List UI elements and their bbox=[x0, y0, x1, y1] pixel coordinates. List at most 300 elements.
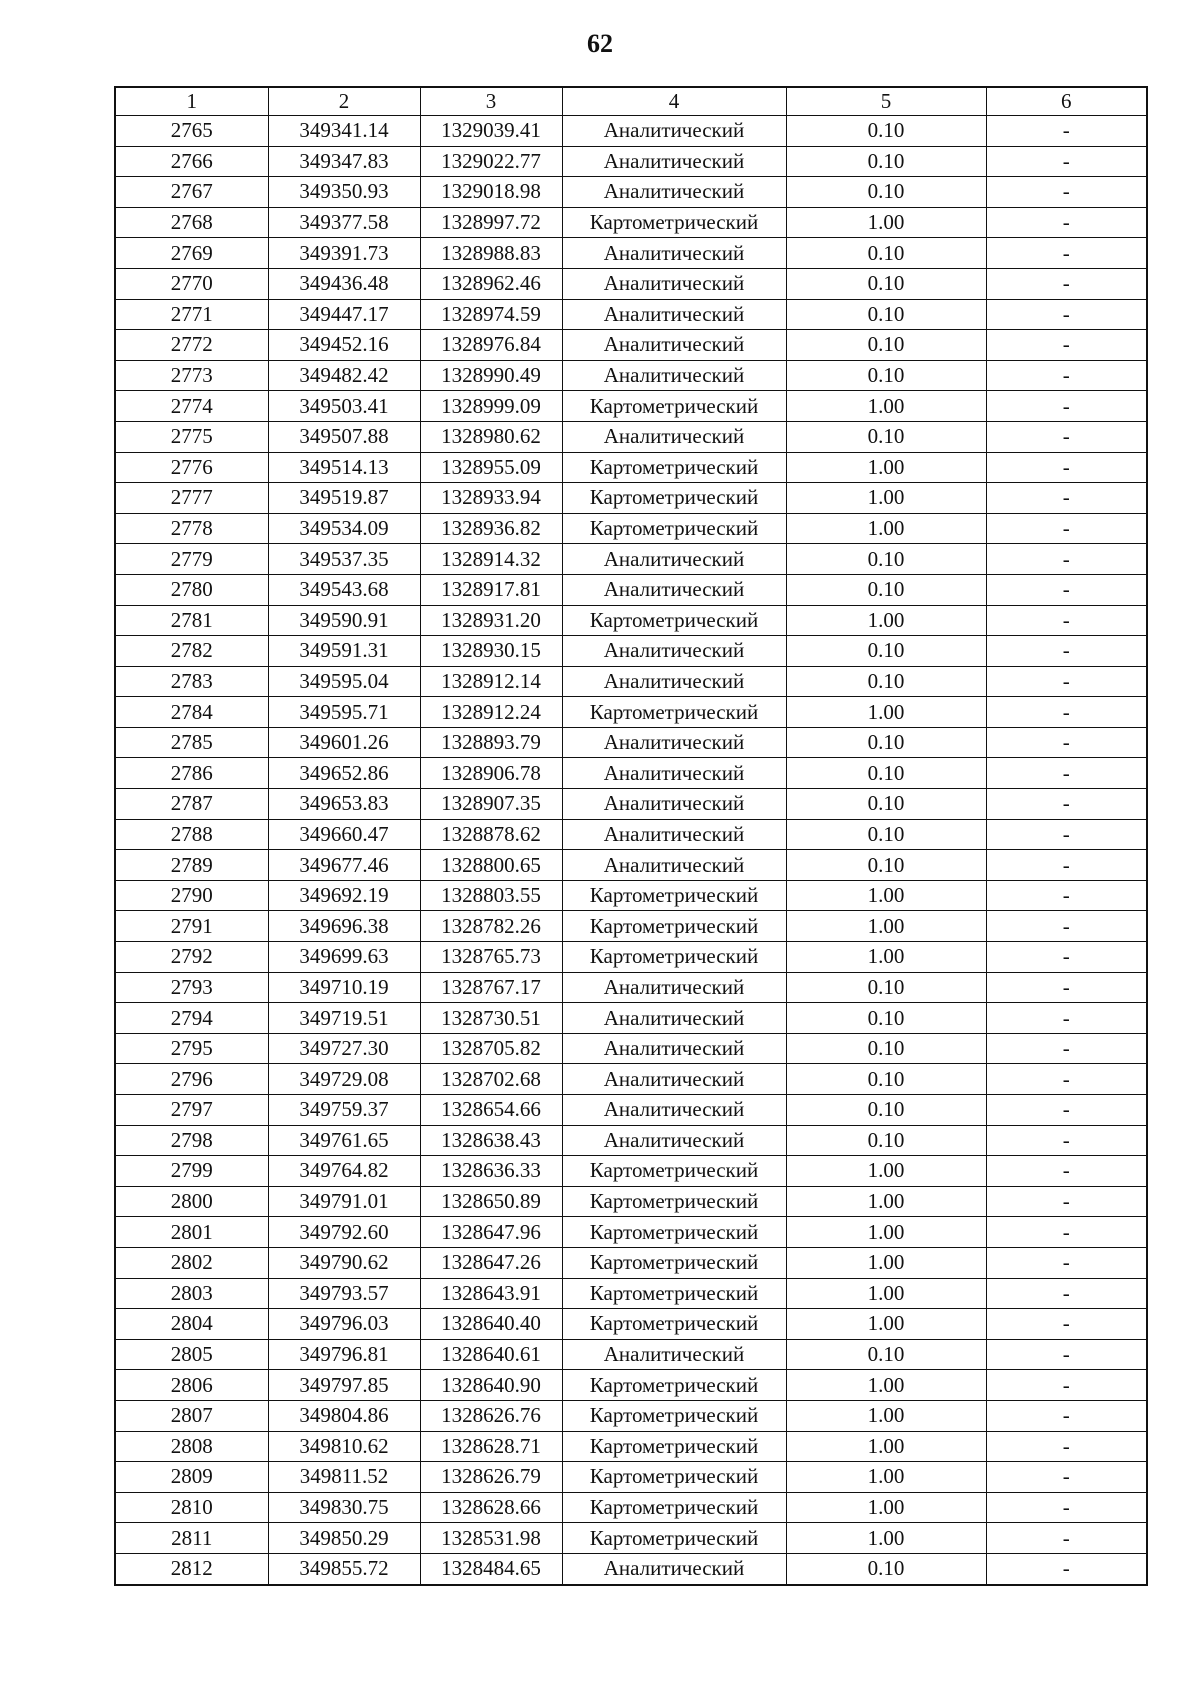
method-cell: Аналитический bbox=[562, 636, 786, 667]
method-cell: Картометрический bbox=[562, 207, 786, 238]
table-row bbox=[115, 421, 1147, 452]
header-row bbox=[115, 87, 1147, 116]
table-row bbox=[115, 177, 1147, 208]
method-cell: Картометрический bbox=[562, 942, 786, 973]
x-coordinate-cell: 349595.04 bbox=[268, 666, 420, 697]
x-coordinate-cell: 349436.48 bbox=[268, 268, 420, 299]
accuracy-cell: 0.10 bbox=[786, 636, 986, 667]
x-coordinate-cell: 349543.68 bbox=[268, 574, 420, 605]
point-number-cell: 2802 bbox=[115, 1247, 268, 1278]
accuracy-cell: 1.00 bbox=[786, 1431, 986, 1462]
point-number-cell: 2781 bbox=[115, 605, 268, 636]
method-cell: Картометрический bbox=[562, 1523, 786, 1554]
x-coordinate-cell: 349790.62 bbox=[268, 1247, 420, 1278]
table-row bbox=[115, 574, 1147, 605]
accuracy-cell: 1.00 bbox=[786, 1156, 986, 1187]
table-row bbox=[115, 942, 1147, 973]
y-coordinate-cell: 1328643.91 bbox=[420, 1278, 562, 1309]
method-cell: Аналитический bbox=[562, 972, 786, 1003]
y-coordinate-cell: 1328767.17 bbox=[420, 972, 562, 1003]
x-coordinate-cell: 349653.83 bbox=[268, 789, 420, 820]
table-row bbox=[115, 1095, 1147, 1126]
x-coordinate-cell: 349677.46 bbox=[268, 850, 420, 881]
method-cell: Аналитический bbox=[562, 238, 786, 269]
note-cell: - bbox=[986, 1370, 1147, 1401]
y-coordinate-cell: 1328962.46 bbox=[420, 268, 562, 299]
point-number-cell: 2797 bbox=[115, 1095, 268, 1126]
point-number-cell: 2800 bbox=[115, 1186, 268, 1217]
y-coordinate-cell: 1328955.09 bbox=[420, 452, 562, 483]
method-cell: Картометрический bbox=[562, 1186, 786, 1217]
accuracy-cell: 1.00 bbox=[786, 1217, 986, 1248]
x-coordinate-cell: 349797.85 bbox=[268, 1370, 420, 1401]
table-row bbox=[115, 513, 1147, 544]
method-cell: Аналитический bbox=[562, 727, 786, 758]
accuracy-cell: 1.00 bbox=[786, 513, 986, 544]
point-number-cell: 2777 bbox=[115, 483, 268, 514]
point-number-cell: 2766 bbox=[115, 146, 268, 177]
note-cell: - bbox=[986, 636, 1147, 667]
table-row bbox=[115, 1064, 1147, 1095]
y-coordinate-cell: 1328930.15 bbox=[420, 636, 562, 667]
method-cell: Аналитический bbox=[562, 1095, 786, 1126]
x-coordinate-cell: 349761.65 bbox=[268, 1125, 420, 1156]
accuracy-cell: 0.10 bbox=[786, 268, 986, 299]
point-number-cell: 2795 bbox=[115, 1033, 268, 1064]
method-cell: Картометрический bbox=[562, 1431, 786, 1462]
method-cell: Картометрический bbox=[562, 513, 786, 544]
note-cell: - bbox=[986, 1095, 1147, 1126]
y-coordinate-cell: 1328907.35 bbox=[420, 789, 562, 820]
point-number-cell: 2811 bbox=[115, 1523, 268, 1554]
y-coordinate-cell: 1328647.96 bbox=[420, 1217, 562, 1248]
note-cell: - bbox=[986, 1462, 1147, 1493]
accuracy-cell: 1.00 bbox=[786, 452, 986, 483]
method-cell: Аналитический bbox=[562, 789, 786, 820]
point-number-cell: 2783 bbox=[115, 666, 268, 697]
method-cell: Картометрический bbox=[562, 1309, 786, 1340]
note-cell: - bbox=[986, 1247, 1147, 1278]
point-number-cell: 2794 bbox=[115, 1003, 268, 1034]
table-row bbox=[115, 483, 1147, 514]
method-cell: Картометрический bbox=[562, 391, 786, 422]
table-row bbox=[115, 1217, 1147, 1248]
y-coordinate-cell: 1328640.61 bbox=[420, 1339, 562, 1370]
method-cell: Аналитический bbox=[562, 421, 786, 452]
method-cell: Аналитический bbox=[562, 146, 786, 177]
y-coordinate-cell: 1328990.49 bbox=[420, 360, 562, 391]
method-cell: Аналитический bbox=[562, 1003, 786, 1034]
accuracy-cell: 1.00 bbox=[786, 1492, 986, 1523]
point-number-cell: 2798 bbox=[115, 1125, 268, 1156]
x-coordinate-cell: 349796.81 bbox=[268, 1339, 420, 1370]
note-cell: - bbox=[986, 513, 1147, 544]
table-body bbox=[115, 116, 1147, 1585]
accuracy-cell: 0.10 bbox=[786, 819, 986, 850]
table-row bbox=[115, 1309, 1147, 1340]
y-coordinate-cell: 1328999.09 bbox=[420, 391, 562, 422]
accuracy-cell: 0.10 bbox=[786, 1553, 986, 1584]
note-cell: - bbox=[986, 1523, 1147, 1554]
column-header: 2 bbox=[268, 87, 420, 116]
method-cell: Картометрический bbox=[562, 1370, 786, 1401]
accuracy-cell: 0.10 bbox=[786, 544, 986, 575]
point-number-cell: 2809 bbox=[115, 1462, 268, 1493]
table-row bbox=[115, 299, 1147, 330]
x-coordinate-cell: 349699.63 bbox=[268, 942, 420, 973]
point-number-cell: 2770 bbox=[115, 268, 268, 299]
accuracy-cell: 0.10 bbox=[786, 177, 986, 208]
x-coordinate-cell: 349377.58 bbox=[268, 207, 420, 238]
accuracy-cell: 1.00 bbox=[786, 1370, 986, 1401]
accuracy-cell: 1.00 bbox=[786, 1400, 986, 1431]
x-coordinate-cell: 349534.09 bbox=[268, 513, 420, 544]
note-cell: - bbox=[986, 697, 1147, 728]
method-cell: Аналитический bbox=[562, 850, 786, 881]
x-coordinate-cell: 349447.17 bbox=[268, 299, 420, 330]
method-cell: Аналитический bbox=[562, 819, 786, 850]
accuracy-cell: 1.00 bbox=[786, 1309, 986, 1340]
method-cell: Аналитический bbox=[562, 116, 786, 147]
note-cell: - bbox=[986, 1156, 1147, 1187]
x-coordinate-cell: 349692.19 bbox=[268, 880, 420, 911]
accuracy-cell: 0.10 bbox=[786, 666, 986, 697]
note-cell: - bbox=[986, 116, 1147, 147]
x-coordinate-cell: 349601.26 bbox=[268, 727, 420, 758]
accuracy-cell: 0.10 bbox=[786, 758, 986, 789]
method-cell: Аналитический bbox=[562, 758, 786, 789]
accuracy-cell: 0.10 bbox=[786, 789, 986, 820]
method-cell: Аналитический bbox=[562, 1064, 786, 1095]
point-number-cell: 2779 bbox=[115, 544, 268, 575]
method-cell: Картометрический bbox=[562, 1492, 786, 1523]
point-number-cell: 2788 bbox=[115, 819, 268, 850]
accuracy-cell: 0.10 bbox=[786, 972, 986, 1003]
accuracy-cell: 0.10 bbox=[786, 1033, 986, 1064]
method-cell: Аналитический bbox=[562, 1553, 786, 1584]
table-row bbox=[115, 1370, 1147, 1401]
y-coordinate-cell: 1328931.20 bbox=[420, 605, 562, 636]
table-row bbox=[115, 1033, 1147, 1064]
accuracy-cell: 0.10 bbox=[786, 1125, 986, 1156]
table-row bbox=[115, 1125, 1147, 1156]
point-number-cell: 2805 bbox=[115, 1339, 268, 1370]
accuracy-cell: 0.10 bbox=[786, 116, 986, 147]
x-coordinate-cell: 349347.83 bbox=[268, 146, 420, 177]
note-cell: - bbox=[986, 1003, 1147, 1034]
accuracy-cell: 0.10 bbox=[786, 727, 986, 758]
y-coordinate-cell: 1328640.40 bbox=[420, 1309, 562, 1340]
accuracy-cell: 1.00 bbox=[786, 911, 986, 942]
y-coordinate-cell: 1328626.76 bbox=[420, 1400, 562, 1431]
column-header: 3 bbox=[420, 87, 562, 116]
note-cell: - bbox=[986, 299, 1147, 330]
note-cell: - bbox=[986, 1492, 1147, 1523]
note-cell: - bbox=[986, 146, 1147, 177]
method-cell: Картометрический bbox=[562, 911, 786, 942]
x-coordinate-cell: 349590.91 bbox=[268, 605, 420, 636]
y-coordinate-cell: 1328730.51 bbox=[420, 1003, 562, 1034]
note-cell: - bbox=[986, 238, 1147, 269]
point-number-cell: 2767 bbox=[115, 177, 268, 208]
accuracy-cell: 0.10 bbox=[786, 360, 986, 391]
table-row bbox=[115, 1523, 1147, 1554]
point-number-cell: 2773 bbox=[115, 360, 268, 391]
table-row bbox=[115, 911, 1147, 942]
note-cell: - bbox=[986, 1553, 1147, 1584]
accuracy-cell: 1.00 bbox=[786, 1186, 986, 1217]
x-coordinate-cell: 349350.93 bbox=[268, 177, 420, 208]
x-coordinate-cell: 349452.16 bbox=[268, 330, 420, 361]
x-coordinate-cell: 349855.72 bbox=[268, 1553, 420, 1584]
y-coordinate-cell: 1329018.98 bbox=[420, 177, 562, 208]
method-cell: Картометрический bbox=[562, 1217, 786, 1248]
page-number: 62 bbox=[587, 29, 613, 58]
table-row bbox=[115, 1186, 1147, 1217]
point-number-cell: 2799 bbox=[115, 1156, 268, 1187]
column-header: 5 bbox=[786, 87, 986, 116]
note-cell: - bbox=[986, 1186, 1147, 1217]
method-cell: Аналитический bbox=[562, 1125, 786, 1156]
point-number-cell: 2778 bbox=[115, 513, 268, 544]
x-coordinate-cell: 349830.75 bbox=[268, 1492, 420, 1523]
x-coordinate-cell: 349652.86 bbox=[268, 758, 420, 789]
point-number-cell: 2768 bbox=[115, 207, 268, 238]
x-coordinate-cell: 349537.35 bbox=[268, 544, 420, 575]
x-coordinate-cell: 349793.57 bbox=[268, 1278, 420, 1309]
accuracy-cell: 1.00 bbox=[786, 942, 986, 973]
table-row bbox=[115, 636, 1147, 667]
x-coordinate-cell: 349810.62 bbox=[268, 1431, 420, 1462]
point-number-cell: 2780 bbox=[115, 574, 268, 605]
accuracy-cell: 0.10 bbox=[786, 146, 986, 177]
y-coordinate-cell: 1328803.55 bbox=[420, 880, 562, 911]
accuracy-cell: 0.10 bbox=[786, 330, 986, 361]
y-coordinate-cell: 1328782.26 bbox=[420, 911, 562, 942]
method-cell: Картометрический bbox=[562, 1462, 786, 1493]
accuracy-cell: 0.10 bbox=[786, 850, 986, 881]
y-coordinate-cell: 1328800.65 bbox=[420, 850, 562, 881]
x-coordinate-cell: 349482.42 bbox=[268, 360, 420, 391]
column-header: 4 bbox=[562, 87, 786, 116]
method-cell: Аналитический bbox=[562, 544, 786, 575]
x-coordinate-cell: 349391.73 bbox=[268, 238, 420, 269]
method-cell: Аналитический bbox=[562, 1033, 786, 1064]
point-number-cell: 2772 bbox=[115, 330, 268, 361]
point-number-cell: 2769 bbox=[115, 238, 268, 269]
note-cell: - bbox=[986, 789, 1147, 820]
method-cell: Картометрический bbox=[562, 1400, 786, 1431]
note-cell: - bbox=[986, 850, 1147, 881]
method-cell: Картометрический bbox=[562, 483, 786, 514]
note-cell: - bbox=[986, 727, 1147, 758]
accuracy-cell: 0.10 bbox=[786, 421, 986, 452]
x-coordinate-cell: 349759.37 bbox=[268, 1095, 420, 1126]
table-row bbox=[115, 360, 1147, 391]
point-number-cell: 2785 bbox=[115, 727, 268, 758]
point-number-cell: 2792 bbox=[115, 942, 268, 973]
point-number-cell: 2796 bbox=[115, 1064, 268, 1095]
note-cell: - bbox=[986, 911, 1147, 942]
y-coordinate-cell: 1328912.14 bbox=[420, 666, 562, 697]
y-coordinate-cell: 1328912.24 bbox=[420, 697, 562, 728]
note-cell: - bbox=[986, 880, 1147, 911]
accuracy-cell: 1.00 bbox=[786, 1247, 986, 1278]
x-coordinate-cell: 349804.86 bbox=[268, 1400, 420, 1431]
note-cell: - bbox=[986, 972, 1147, 1003]
accuracy-cell: 1.00 bbox=[786, 1523, 986, 1554]
note-cell: - bbox=[986, 605, 1147, 636]
table-row bbox=[115, 1339, 1147, 1370]
accuracy-cell: 1.00 bbox=[786, 391, 986, 422]
x-coordinate-cell: 349729.08 bbox=[268, 1064, 420, 1095]
note-cell: - bbox=[986, 483, 1147, 514]
method-cell: Картометрический bbox=[562, 1278, 786, 1309]
table-row bbox=[115, 1400, 1147, 1431]
y-coordinate-cell: 1328974.59 bbox=[420, 299, 562, 330]
y-coordinate-cell: 1328980.62 bbox=[420, 421, 562, 452]
y-coordinate-cell: 1328626.79 bbox=[420, 1462, 562, 1493]
method-cell: Картометрический bbox=[562, 1156, 786, 1187]
x-coordinate-cell: 349850.29 bbox=[268, 1523, 420, 1554]
note-cell: - bbox=[986, 391, 1147, 422]
accuracy-cell: 1.00 bbox=[786, 697, 986, 728]
accuracy-cell: 0.10 bbox=[786, 299, 986, 330]
point-number-cell: 2771 bbox=[115, 299, 268, 330]
x-coordinate-cell: 349796.03 bbox=[268, 1309, 420, 1340]
x-coordinate-cell: 349519.87 bbox=[268, 483, 420, 514]
table-row bbox=[115, 452, 1147, 483]
x-coordinate-cell: 349792.60 bbox=[268, 1217, 420, 1248]
column-header: 1 bbox=[115, 87, 268, 116]
table-row bbox=[115, 1278, 1147, 1309]
accuracy-cell: 1.00 bbox=[786, 207, 986, 238]
table-row bbox=[115, 1462, 1147, 1493]
y-coordinate-cell: 1328893.79 bbox=[420, 727, 562, 758]
point-number-cell: 2784 bbox=[115, 697, 268, 728]
method-cell: Аналитический bbox=[562, 1339, 786, 1370]
table-row bbox=[115, 605, 1147, 636]
note-cell: - bbox=[986, 207, 1147, 238]
point-number-cell: 2786 bbox=[115, 758, 268, 789]
point-number-cell: 2765 bbox=[115, 116, 268, 147]
point-number-cell: 2775 bbox=[115, 421, 268, 452]
y-coordinate-cell: 1328997.72 bbox=[420, 207, 562, 238]
note-cell: - bbox=[986, 758, 1147, 789]
x-coordinate-cell: 349791.01 bbox=[268, 1186, 420, 1217]
y-coordinate-cell: 1329039.41 bbox=[420, 116, 562, 147]
table-row bbox=[115, 238, 1147, 269]
table-row bbox=[115, 330, 1147, 361]
note-cell: - bbox=[986, 1217, 1147, 1248]
note-cell: - bbox=[986, 666, 1147, 697]
accuracy-cell: 0.10 bbox=[786, 1095, 986, 1126]
y-coordinate-cell: 1328705.82 bbox=[420, 1033, 562, 1064]
x-coordinate-cell: 349719.51 bbox=[268, 1003, 420, 1034]
method-cell: Картометрический bbox=[562, 605, 786, 636]
x-coordinate-cell: 349503.41 bbox=[268, 391, 420, 422]
table-row bbox=[115, 1003, 1147, 1034]
note-cell: - bbox=[986, 1339, 1147, 1370]
note-cell: - bbox=[986, 268, 1147, 299]
point-number-cell: 2789 bbox=[115, 850, 268, 881]
accuracy-cell: 0.10 bbox=[786, 574, 986, 605]
point-number-cell: 2804 bbox=[115, 1309, 268, 1340]
table-row bbox=[115, 1247, 1147, 1278]
point-number-cell: 2812 bbox=[115, 1553, 268, 1584]
y-coordinate-cell: 1328531.98 bbox=[420, 1523, 562, 1554]
note-cell: - bbox=[986, 1033, 1147, 1064]
y-coordinate-cell: 1328702.68 bbox=[420, 1064, 562, 1095]
table-row bbox=[115, 116, 1147, 147]
y-coordinate-cell: 1328988.83 bbox=[420, 238, 562, 269]
point-number-cell: 2776 bbox=[115, 452, 268, 483]
y-coordinate-cell: 1328484.65 bbox=[420, 1553, 562, 1584]
note-cell: - bbox=[986, 819, 1147, 850]
point-number-cell: 2787 bbox=[115, 789, 268, 820]
accuracy-cell: 0.10 bbox=[786, 1064, 986, 1095]
table-row bbox=[115, 544, 1147, 575]
y-coordinate-cell: 1328647.26 bbox=[420, 1247, 562, 1278]
x-coordinate-cell: 349696.38 bbox=[268, 911, 420, 942]
note-cell: - bbox=[986, 421, 1147, 452]
y-coordinate-cell: 1328765.73 bbox=[420, 942, 562, 973]
note-cell: - bbox=[986, 330, 1147, 361]
table-row bbox=[115, 1553, 1147, 1584]
y-coordinate-cell: 1328650.89 bbox=[420, 1186, 562, 1217]
accuracy-cell: 0.10 bbox=[786, 1339, 986, 1370]
point-number-cell: 2791 bbox=[115, 911, 268, 942]
table-row bbox=[115, 391, 1147, 422]
x-coordinate-cell: 349710.19 bbox=[268, 972, 420, 1003]
table-row bbox=[115, 1156, 1147, 1187]
table-row bbox=[115, 880, 1147, 911]
point-number-cell: 2790 bbox=[115, 880, 268, 911]
x-coordinate-cell: 349341.14 bbox=[268, 116, 420, 147]
method-cell: Картометрический bbox=[562, 452, 786, 483]
y-coordinate-cell: 1328914.32 bbox=[420, 544, 562, 575]
note-cell: - bbox=[986, 1064, 1147, 1095]
table-row bbox=[115, 972, 1147, 1003]
coordinates-table bbox=[114, 86, 1148, 1586]
point-number-cell: 2803 bbox=[115, 1278, 268, 1309]
point-number-cell: 2801 bbox=[115, 1217, 268, 1248]
accuracy-cell: 1.00 bbox=[786, 1462, 986, 1493]
point-number-cell: 2808 bbox=[115, 1431, 268, 1462]
y-coordinate-cell: 1328638.43 bbox=[420, 1125, 562, 1156]
table-row bbox=[115, 697, 1147, 728]
table-row bbox=[115, 146, 1147, 177]
note-cell: - bbox=[986, 1400, 1147, 1431]
method-cell: Аналитический bbox=[562, 268, 786, 299]
x-coordinate-cell: 349764.82 bbox=[268, 1156, 420, 1187]
y-coordinate-cell: 1328976.84 bbox=[420, 330, 562, 361]
y-coordinate-cell: 1328628.71 bbox=[420, 1431, 562, 1462]
point-number-cell: 2774 bbox=[115, 391, 268, 422]
accuracy-cell: 1.00 bbox=[786, 605, 986, 636]
point-number-cell: 2793 bbox=[115, 972, 268, 1003]
method-cell: Картометрический bbox=[562, 880, 786, 911]
y-coordinate-cell: 1328640.90 bbox=[420, 1370, 562, 1401]
y-coordinate-cell: 1328654.66 bbox=[420, 1095, 562, 1126]
method-cell: Картометрический bbox=[562, 1247, 786, 1278]
x-coordinate-cell: 349507.88 bbox=[268, 421, 420, 452]
table-row bbox=[115, 758, 1147, 789]
accuracy-cell: 1.00 bbox=[786, 483, 986, 514]
note-cell: - bbox=[986, 574, 1147, 605]
x-coordinate-cell: 349591.31 bbox=[268, 636, 420, 667]
y-coordinate-cell: 1328628.66 bbox=[420, 1492, 562, 1523]
